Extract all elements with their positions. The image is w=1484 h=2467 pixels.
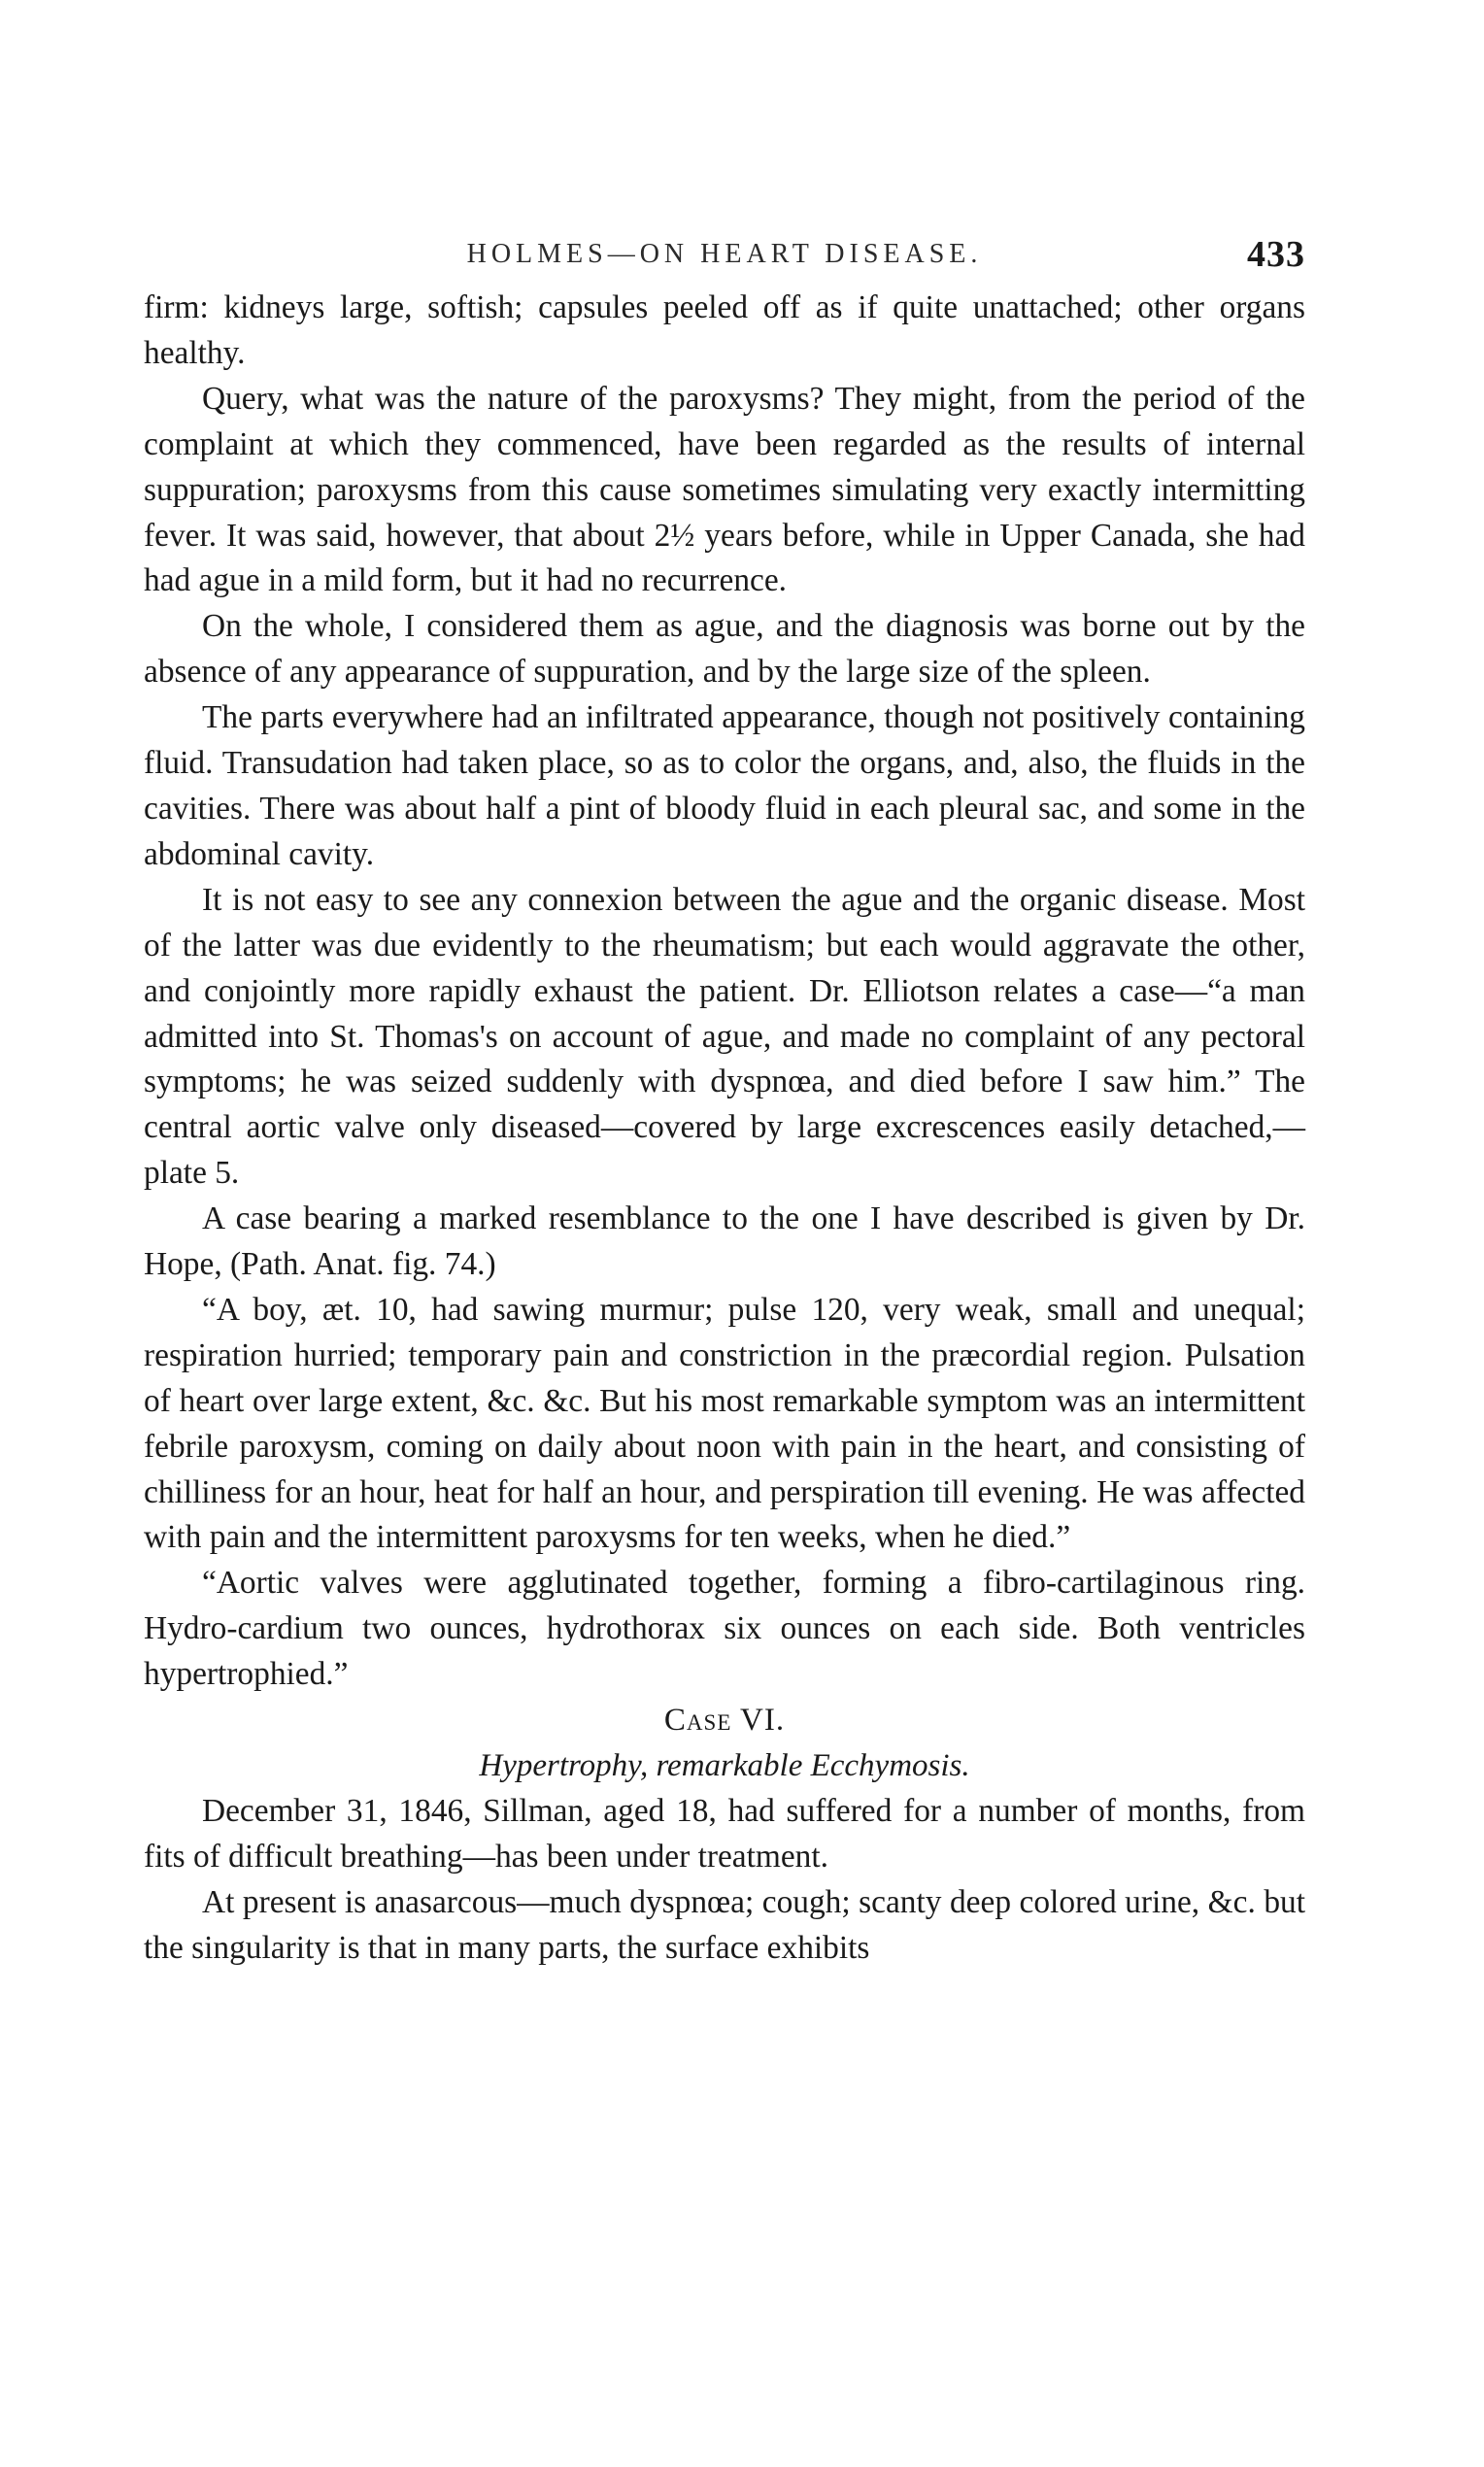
paragraph-case-present: At present is anasarcous—much dyspnœa; cough; scanty deep colored urine, &c. but the singularity is that in many parts, the surface exhibits xyxy=(144,1883,1305,1966)
paragraph-quote-aortic-valves: “Aortic valves were agglutinated together, forming a fibro-cartilaginous ring. Hydro-cardium two ounces, hydrothorax six ounces on each side. Both ventricles hypertrophied.” xyxy=(144,1565,1305,1693)
page-header xyxy=(144,225,1305,284)
paragraph-infiltrated-parts: The parts everywhere had an infiltrated appearance, though not positively containing fluid. Transudation had taken place, so as to color the organs, and, also, the fluids in the cavities. There was about half a pint of bloody fluid in each pleural sac, and some in the abdominal cavity. xyxy=(144,699,1305,872)
paragraph-hope-case: A case bearing a marked resemblance to the one I have described is given by Dr. Hope, (Path. Anat. fig. 74.) xyxy=(144,1200,1305,1283)
case-heading: Case VI. xyxy=(663,1703,786,1739)
case-subheading: Hypertrophy, remarkable Ecchymosis. xyxy=(479,1748,970,1784)
paragraph-continuation: firm: kidneys large, softish; capsules peeled off as if quite unattached; other organs healthy. xyxy=(144,289,1305,371)
paragraph-diagnosis-ague: On the whole, I considered them as ague, and the diagnosis was borne out by the absence of any appearance of suppuration, and by the large size of the spleen. xyxy=(144,608,1305,691)
paragraph-quote-boy: “A boy, æt. 10, had sawing murmur; pulse 120, very weak, small and unequal; respiration hurried; temporary pain and constriction in the præcordial region. Pulsation of heart over large extent, &c. &c. But his most remarkable symptom was an intermittent febrile paroxysm, coming on daily about noon with pain in the heart, and consisting of chilliness for an hour, heat for half an hour, and perspiration till evening. He was affected with pain and the intermittent paroxysms for ten weeks, when he died.” xyxy=(144,1291,1305,1556)
page-body xyxy=(144,286,1305,1972)
paragraph-connexion: It is not easy to see any connexion between the ague and the organic disease. Most of the latter was due evidently to the rheumatism; but each would aggravate the other, and conjointly more rapidly exhaust the patient. Dr. Elliotson relates a case—“a man admitted into St. Thomas's on account of ague, and made no complaint of any pectoral symptoms; he was seized suddenly with dyspnœa, and died before I saw him.” The central aortic valve only diseased—covered by large excrescences easily detached,—plate 5. xyxy=(144,881,1305,1192)
page-number: 433 xyxy=(1247,234,1305,275)
page xyxy=(144,225,1305,1972)
paragraph-case-intro: December 31, 1846, Sillman, aged 18, had suffered for a number of months, from fits of difficult breathing—has been under treatment. xyxy=(144,1793,1305,1875)
paragraph-query-paroxysms: Query, what was the nature of the paroxysms? They might, from the period of the complaint at which they commenced, have been regarded as the results of internal suppuration; paroxysms from this cause sometimes simulating very exactly intermitting fever. It was said, however, that about 2½ years before, while in Upper Canada, she had had ague in a mild form, but it had no recurrence. xyxy=(144,380,1305,599)
running-head: HOLMES—ON HEART DISEASE. xyxy=(466,239,983,269)
